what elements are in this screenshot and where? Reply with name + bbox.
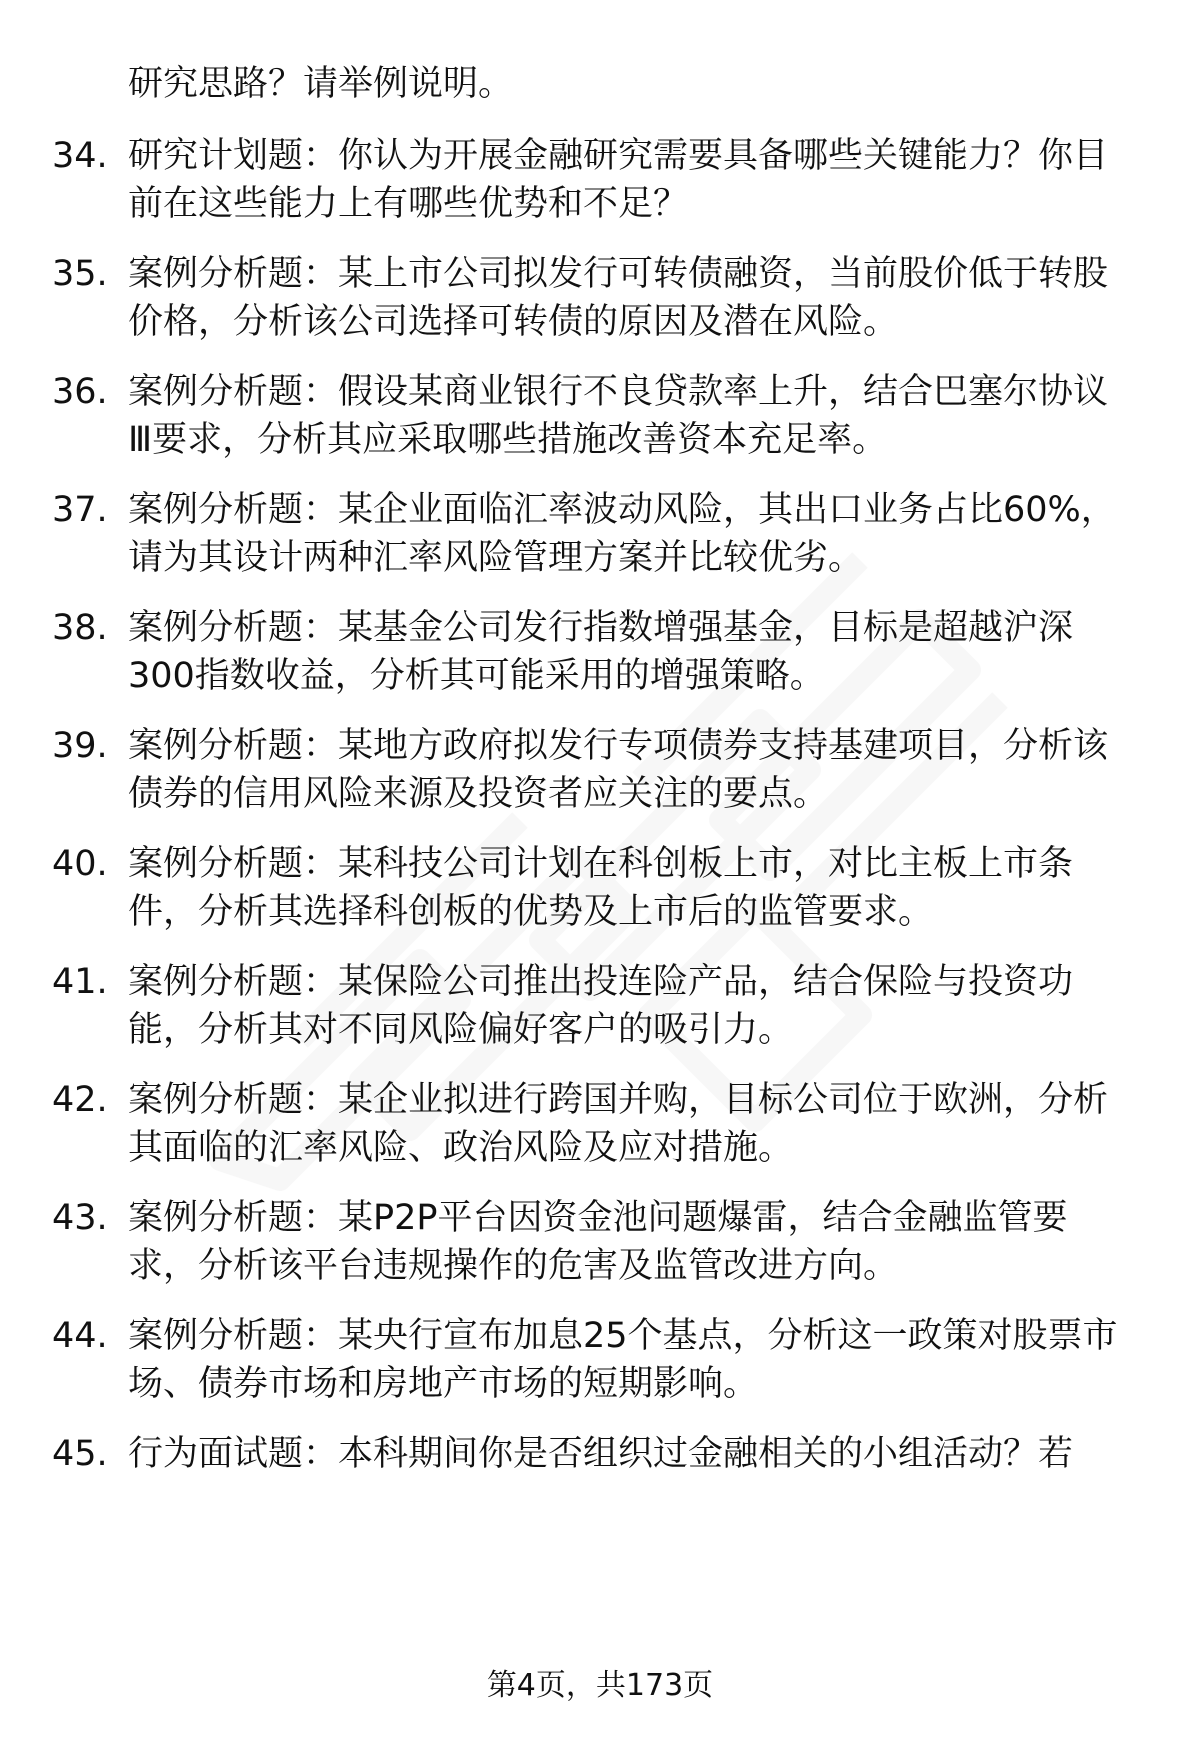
question-text — [128, 132, 1108, 228]
question-line: 债券的信用风险来源及投资者应关注的要点。 — [128, 774, 829, 814]
question-line: 案例分析题：某企业面临汇率波动风险，其出口业务占比60%， — [128, 490, 1116, 530]
question-line: 场、债券市场和房地产市场的短期影响。 — [128, 1364, 759, 1404]
question-line: 案例分析题：某央行宣布加息25个基点，分析这一政策对股票市 — [128, 1316, 1118, 1356]
question-line: 请为其设计两种汇率风险管理方案并比较优劣。 — [128, 538, 864, 578]
question-line: 案例分析题：某保险公司推出投连险产品，结合保险与投资功 — [128, 962, 1074, 1002]
question-number: 42. — [52, 1080, 108, 1120]
page-number-footer: 第4页，共173页 — [486, 1668, 714, 1703]
question-text — [128, 1312, 1118, 1408]
question-text — [128, 604, 1073, 700]
question-line: 案例分析题：某科技公司计划在科创板上市，对比主板上市条 — [128, 844, 1074, 884]
question-line: 能，分析其对不同风险偏好客户的吸引力。 — [128, 1010, 794, 1050]
question-number: 38. — [52, 608, 108, 648]
question-line: 求，分析该平台违规操作的危害及监管改进方向。 — [128, 1246, 899, 1286]
question-number: 35. — [52, 254, 108, 294]
question-line: 研究计划题：你认为开展金融研究需要具备哪些关键能力？你目 — [128, 136, 1109, 176]
question-number: 39. — [52, 726, 108, 766]
question-number: 44. — [52, 1316, 108, 1356]
question-line: Ⅲ要求，分析其应采取哪些措施改善资本充足率。 — [128, 420, 888, 460]
question-line: 300指数收益，分析其可能采用的增强策略。 — [128, 656, 825, 696]
question-text — [128, 1194, 1067, 1290]
question-number: 36. — [52, 372, 108, 412]
question-text — [128, 840, 1073, 936]
question-line: 案例分析题：某基金公司发行指数增强基金，目标是超越沪深 — [128, 608, 1074, 648]
question-line: 行为面试题：本科期间你是否组织过金融相关的小组活动？若 — [128, 1434, 1074, 1474]
question-line: 案例分析题：某上市公司拟发行可转债融资，当前股价低于转股 — [128, 254, 1109, 294]
question-line: 件，分析其选择科创板的优势及上市后的监管要求。 — [128, 892, 934, 932]
question-number: 45. — [52, 1434, 108, 1474]
question-number: 34. — [52, 136, 108, 176]
question-text — [128, 368, 1108, 464]
question-number: 37. — [52, 490, 108, 530]
question-line: 案例分析题：某地方政府拟发行专项债券支持基建项目，分析该 — [128, 726, 1109, 766]
continuation-text: 研究思路？请举例说明。 — [128, 64, 514, 104]
question-number: 41. — [52, 962, 108, 1002]
question-text — [128, 1430, 1073, 1478]
question-line: 价格，分析该公司选择可转债的原因及潜在风险。 — [128, 302, 899, 342]
question-line: 案例分析题：某P2P平台因资金池问题爆雷，结合金融监管要 — [128, 1198, 1068, 1238]
question-line: 其面临的汇率风险、政治风险及应对措施。 — [128, 1128, 794, 1168]
question-line: 案例分析题：某企业拟进行跨国并购，目标公司位于欧洲，分析 — [128, 1080, 1109, 1120]
question-line: 案例分析题：假设某商业银行不良贷款率上升，结合巴塞尔协议 — [128, 372, 1109, 412]
question-text — [128, 722, 1108, 818]
question-text — [128, 486, 1116, 582]
question-number: 40. — [52, 844, 108, 884]
question-text — [128, 250, 1108, 346]
question-text — [128, 958, 1073, 1054]
question-text — [128, 1076, 1108, 1172]
question-line: 前在这些能力上有哪些优势和不足？ — [128, 184, 689, 224]
question-number: 43. — [52, 1198, 108, 1238]
